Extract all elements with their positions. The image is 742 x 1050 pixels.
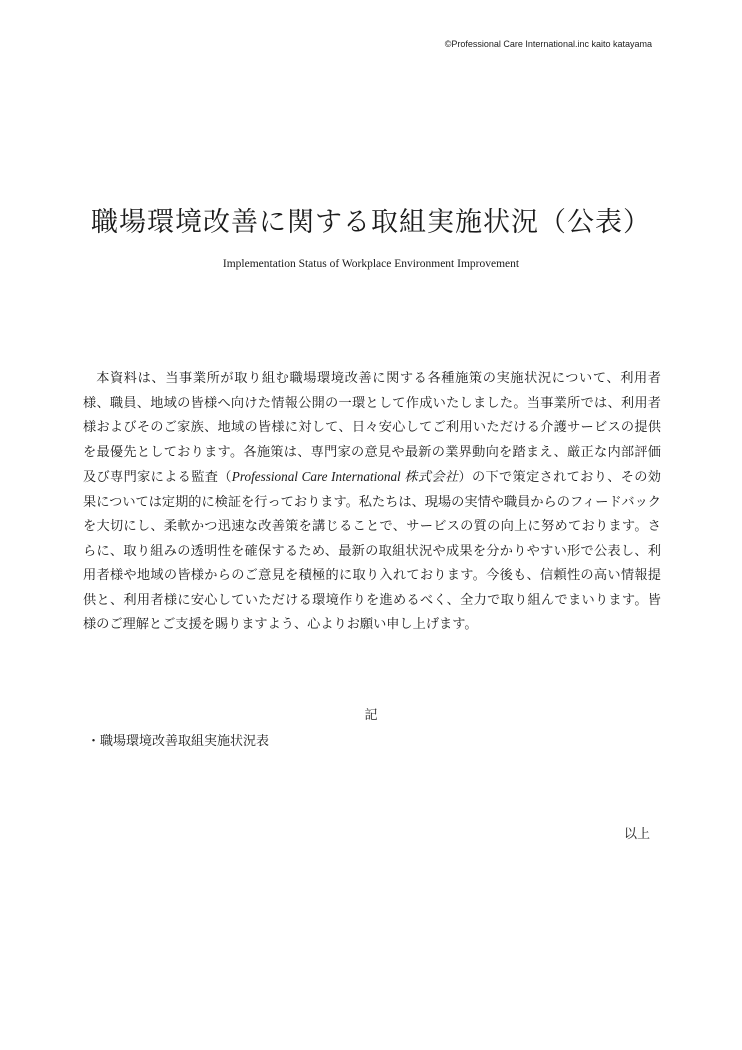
copyright-notice: ©Professional Care International.inc kaito katayama (444, 39, 652, 49)
ki-heading: 記 (364, 708, 378, 723)
bullet-mark: ・ (87, 734, 101, 749)
list-item-label: 職場環境改善取組実施状況表 (100, 734, 270, 749)
body-paragraph (83, 367, 661, 638)
document-subtitle: Implementation Status of Workplace Environment Improvement (222, 258, 520, 270)
closing-ijo: 以上 (623, 827, 650, 842)
company-name: Professional Care International 株式会社 (231, 469, 459, 484)
document-title: 職場環境改善に関する取組実施状況（公表） (91, 207, 651, 238)
body-text-part2: ）の下で策定されており、その効果については定期的に検証を行っております。私たちは、現場の実情や職員からのフィードバックを大切にし、柔軟かつ迅速な改善策を講じることで、サービスの質の向上に努めております。さらに、取り組みの透明性を確保するため、最新の取組状況や成果を分かりやすい形で公表し、利用者様や地域の皆様からのご意見を積極的に取り入れております。今後も、信頼性の高い情報提供と、利用者様に安心していただける環境作りを進めるべく、全力で取り組んでまいります。皆様のご理解とご支援を賜りますよう、心よりお願い申し上げます。 (83, 470, 661, 632)
item-list (87, 730, 269, 749)
body-text-part1: 本資料は、当事業所が取り組む職場環境改善に関する各種施策の実施状況について、利用者様、職員、地域の皆様へ向けた情報公開の一環として作成いたしました。当事業所では、利用者様およびそのご家族、地域の皆様に対して、日々安心してご利用いただける介護サービスの提供を最優先としております。各施策は、専門家の意見や最新の業界動向を踏まえ、厳正な内部評価及び専門家による監査（ (83, 371, 661, 485)
list-item (87, 730, 269, 749)
